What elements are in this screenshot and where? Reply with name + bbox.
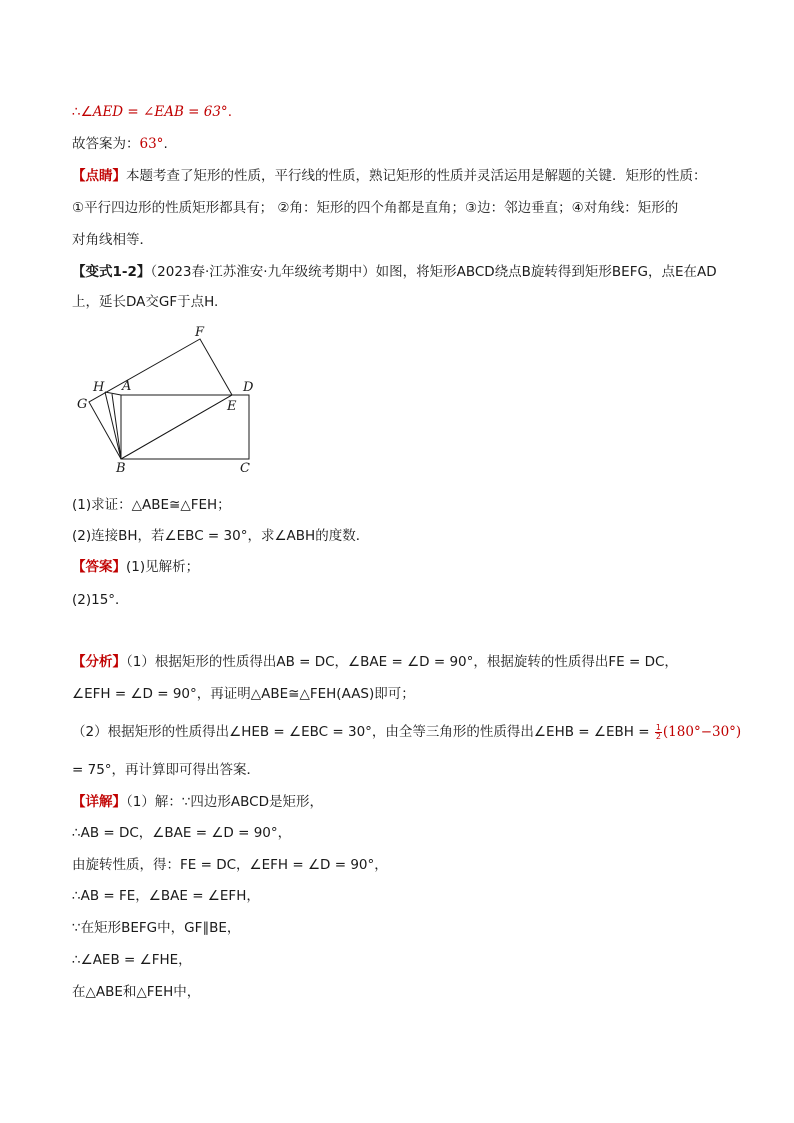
analysis-text-1: （1）根据矩形的性质得出AB = DC，∠BAE = ∠D = 90°，根据旋转的性质得出FE = DC， <box>126 654 678 670</box>
variant-tag: 【变式1-2】 <box>72 264 151 280</box>
question-2: (2)连接BH，若∠EBC = 30°，求∠ABH的度数． <box>72 528 370 544</box>
label-b: B <box>116 461 126 476</box>
analysis-expression: (180°−30°) <box>662 724 742 740</box>
fraction-denominator: 2 <box>655 731 661 741</box>
note-line-1 <box>72 166 707 186</box>
geometry-figure <box>72 322 272 482</box>
rect-befg <box>89 339 232 459</box>
answer-value: 63° <box>139 136 164 152</box>
detail-line-2: ∴AB = DC，∠BAE = ∠D = 90°， <box>72 825 292 841</box>
label-h: H <box>93 380 105 395</box>
label-f: F <box>195 325 205 340</box>
detail-line-6: ∴∠AEB = ∠FHE， <box>72 952 192 968</box>
analysis-line-2: ∠EFH = ∠D = 90°，再证明△ABE≅△FEH(AAS)即可； <box>72 686 415 702</box>
line-be <box>121 395 232 459</box>
variant-line-2: 上，延长DA交GF于点H. <box>72 294 219 310</box>
label-g: G <box>77 397 88 412</box>
detail-line-1 <box>72 792 323 812</box>
analysis-line-4: = 75°，再计算即可得出答案． <box>72 762 261 778</box>
answer-text-1: (1)见解析； <box>126 559 200 575</box>
line-conclusion <box>72 102 232 122</box>
angle-equation: AED = ∠EAB = 63° <box>92 104 228 120</box>
analysis-text-3: （2）根据矩形的性质得出∠HEB = ∠EBC = 30°，由全等三角形的性质得出∠EHB = ∠EBH = <box>72 724 654 740</box>
analysis-tag: 【分析】 <box>72 654 126 670</box>
answer-tag: 【答案】 <box>72 559 126 575</box>
therefore-angle: ∴∠ <box>72 104 93 120</box>
detail-tag: 【详解】 <box>72 794 126 810</box>
variant-text: （2023春·江苏淮安·九年级统考期中）如图，将矩形ABCD绕点B旋转得到矩形BEFG，点E在AD <box>150 264 717 280</box>
question-1: (1)求证：△ABE≅△FEH； <box>72 497 231 513</box>
label-c: C <box>240 461 250 476</box>
label-a: A <box>122 379 132 394</box>
analysis-line-1 <box>72 652 678 672</box>
label-d: D <box>243 380 254 395</box>
detail-line-3: 由旋转性质，得：FE = DC，∠EFH = ∠D = 90°， <box>72 857 388 873</box>
fraction-numerator: 1 <box>655 722 661 732</box>
fraction-one-half <box>655 724 662 741</box>
answer-label: 故答案为： <box>72 136 140 152</box>
detail-line-5: ∵在矩形BEFG中，GF∥BE， <box>72 920 241 936</box>
detail-text-1: （1）解：∵四边形ABCD是矩形， <box>126 794 324 810</box>
analysis-line-3 <box>72 722 741 742</box>
line-ha <box>105 392 121 395</box>
variant-line-1 <box>72 262 717 282</box>
note-tag: 【点睛】 <box>72 168 126 184</box>
detail-line-4: ∴AB = FE，∠BAE = ∠EFH， <box>72 888 260 904</box>
line-answer-statement <box>72 134 168 154</box>
answer-line-2: (2)15°． <box>72 592 129 608</box>
label-e: E <box>227 399 237 414</box>
answer-line-1 <box>72 557 199 577</box>
note-text: 本题考查了矩形的性质，平行线的性质，熟记矩形的性质并灵活运用是解题的关键．矩形的性质： <box>126 168 707 184</box>
period: . <box>163 136 168 152</box>
period: . <box>227 104 232 120</box>
detail-line-7: 在△ABE和△FEH中， <box>72 984 201 1000</box>
note-line-2: ①平行四边形的性质矩形都具有； ②角：矩形的四个角都是直角；③边：邻边垂直；④对角线：矩形的 <box>72 200 679 216</box>
note-line-3: 对角线相等． <box>72 232 153 248</box>
